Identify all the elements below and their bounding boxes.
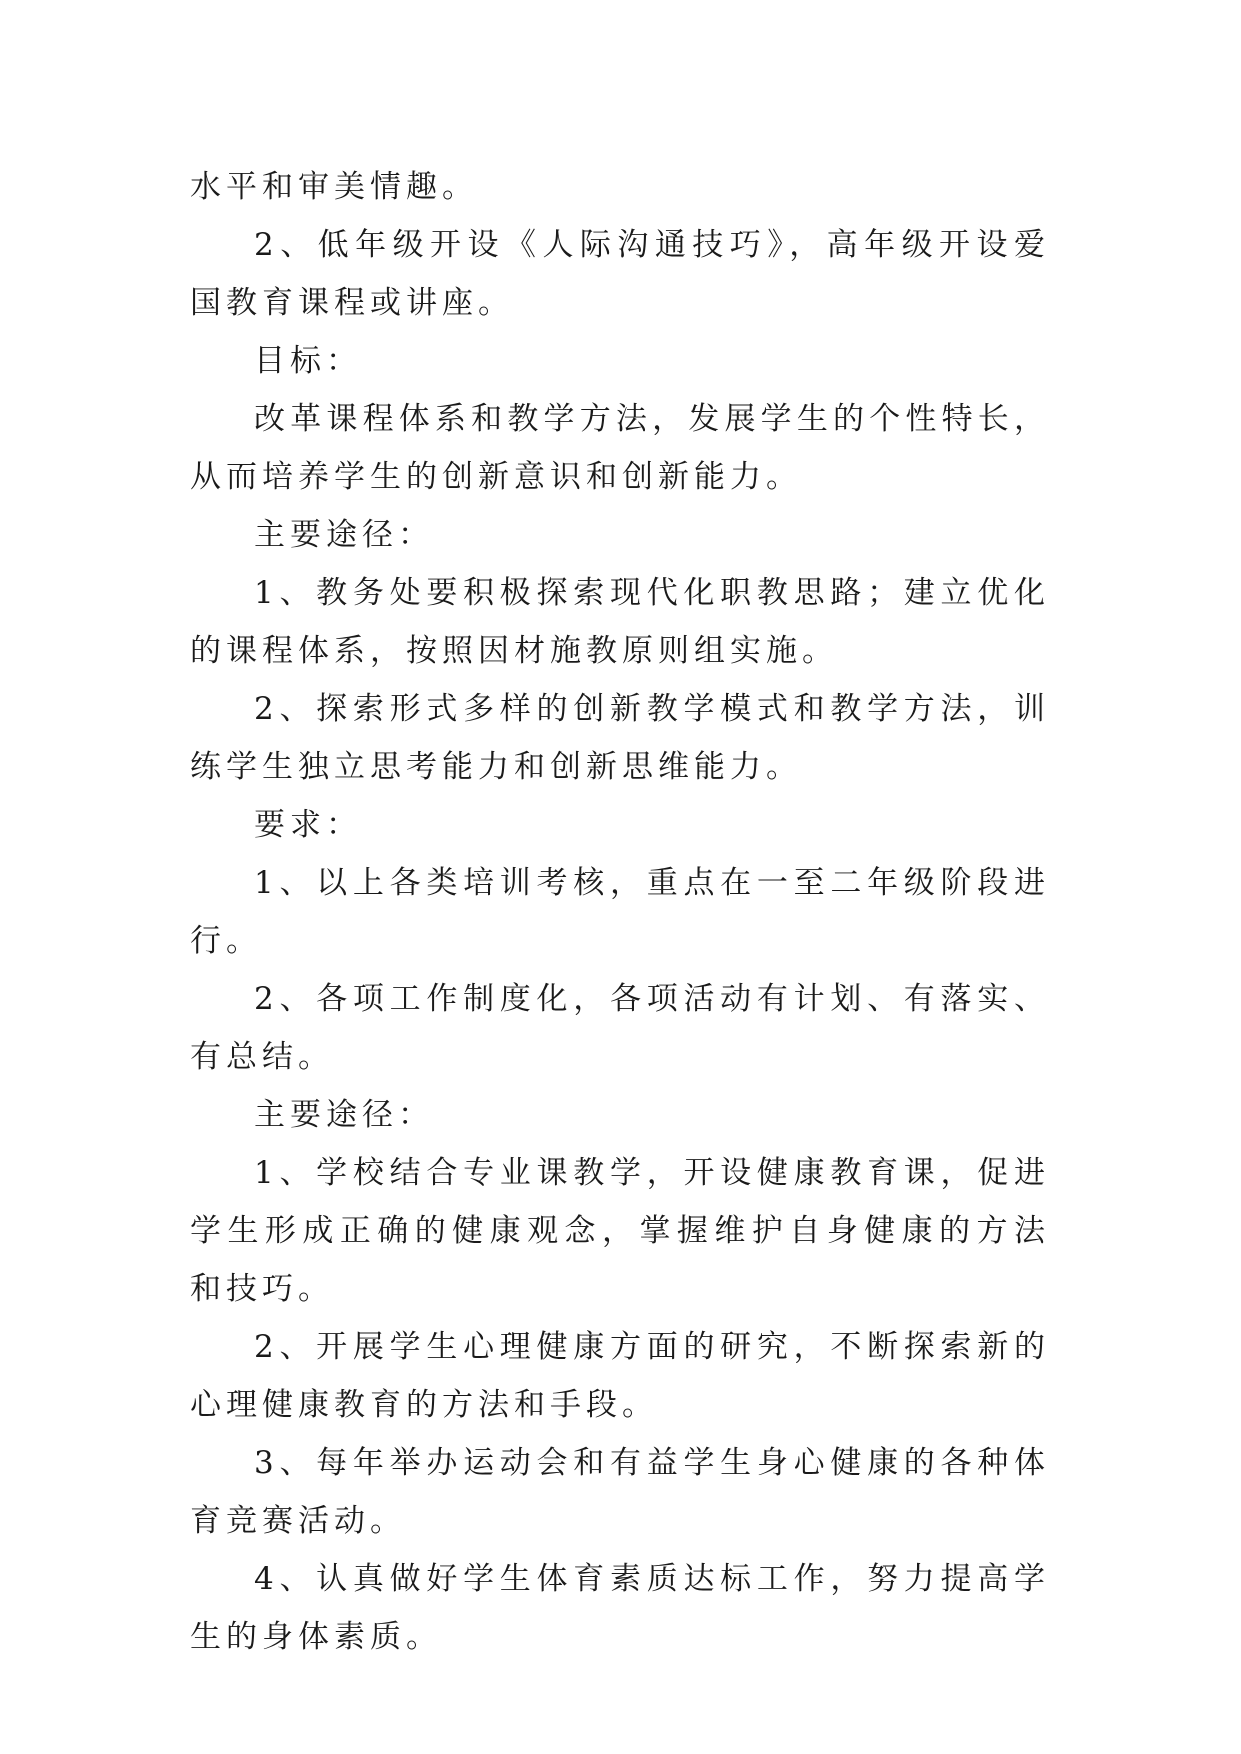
paragraph-health-4: 4、认真做好学生体育素质达标工作，努力提高学生的身体素质。 [190,1561,1050,1655]
paragraph-item-2-course: 2、低年级开设《人际沟通技巧》，高年级开设爱国教育课程或讲座。 [190,227,1050,321]
paragraph-goal: 改革课程体系和教学方法，发展学生的个性特长，从而培养学生的创新意识和创新能力。 [190,401,1050,495]
heading-main-approach-health: 主要途径： [254,1097,434,1133]
paragraph-health-3: 3、每年举办运动会和有益学生身心健康的各种体育竞赛活动。 [190,1445,1050,1539]
paragraph-health-2: 2、开展学生心理健康方面的研究，不断探索新的心理健康教育的方法和手段。 [190,1329,1050,1423]
heading-main-approach: 主要途径： [254,517,434,553]
paragraph-continuation: 水平和审美情趣。 [190,169,478,205]
document-body [190,158,1050,1666]
paragraph-approach-1: 1、教务处要积极探索现代化职教思路；建立优化的课程体系，按照因材施教原则组实施。 [190,575,1050,669]
paragraph-requirement-2: 2、各项工作制度化，各项活动有计划、有落实、有总结。 [190,981,1050,1075]
paragraph-requirement-1: 1、以上各类培训考核，重点在一至二年级阶段进行。 [190,865,1050,959]
heading-requirements: 要求： [254,807,362,843]
paragraph-approach-2: 2、探索形式多样的创新教学模式和教学方法，训练学生独立思考能力和创新思维能力。 [190,691,1050,785]
heading-goal: 目标： [254,343,362,379]
paragraph-health-1: 1、学校结合专业课教学，开设健康教育课，促进学生形成正确的健康观念，掌握维护自身健康的方法和技巧。 [190,1155,1050,1307]
